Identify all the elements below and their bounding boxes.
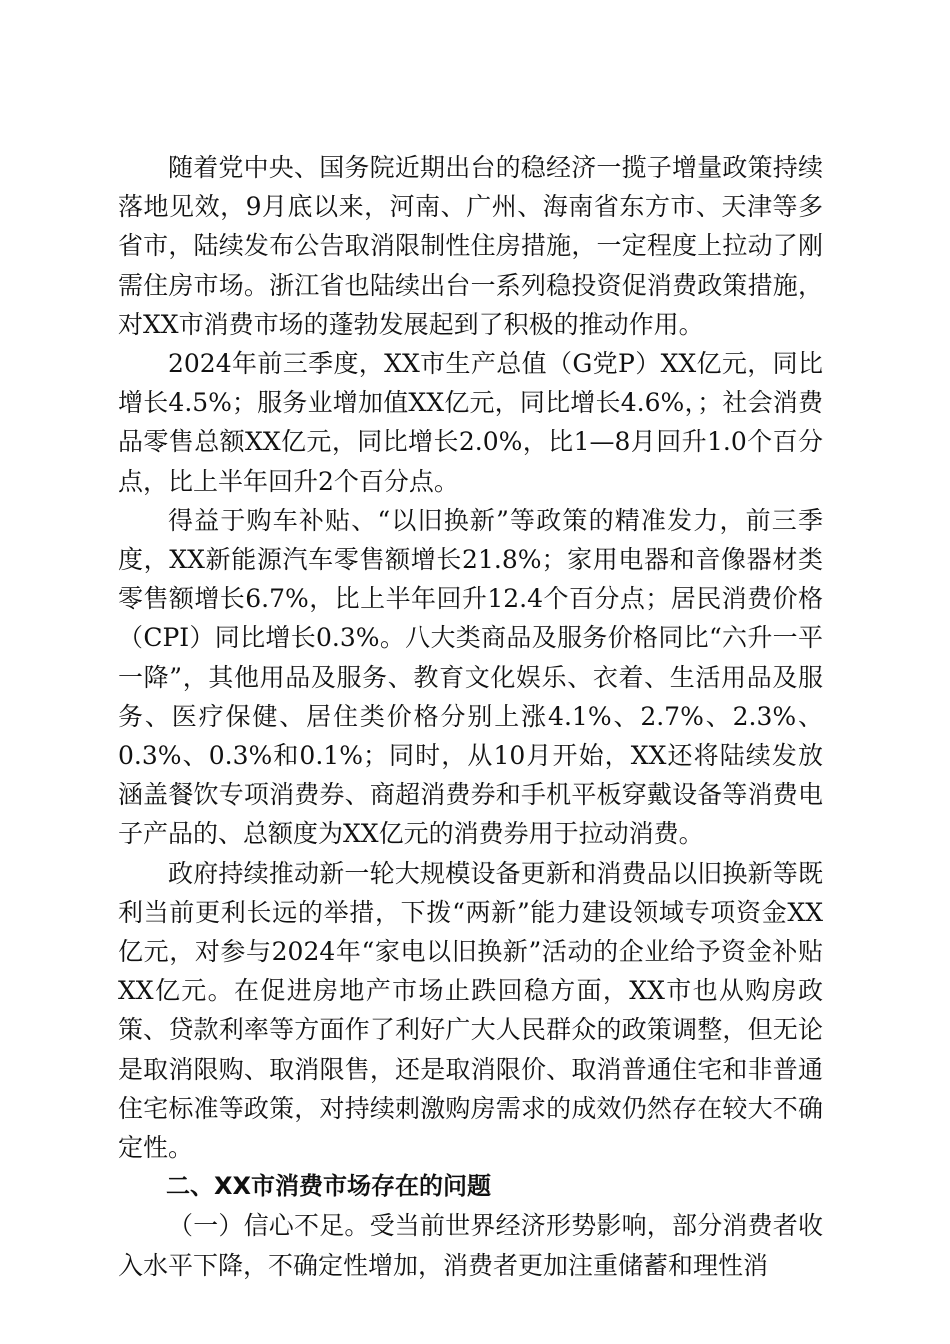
paragraph-confidence-issue: （一）信心不足。受当前世界经济形势影响，部分消费者收入水平下降，不确定性增加，消费者更加注重储蓄和理性消 xyxy=(118,1211,823,1280)
paragraph-consumption-data: 得益于购车补贴、“以旧换新”等政策的精准发力，前三季度，XX新能源汽车零售额增长21.8%；家用电器和音像器材类零售额增长6.7%，比上半年回升12.4个百分点；居民消费价格（CPI）同比增长0.3%。八大类商品及服务价格同比“六升一平一降”，其他用品及服务、教育文化娱乐、衣着、生活用品及服务、医疗保健、居住类价格分别上涨4.1%、2.7%、2.3%、0.3%、0.3%和0.1%；同时，从10月开始，XX还将陆续发放涵盖餐饮专项消费券、商超消费券和手机平板穿戴设备等消费电子产品的、总额度为XX亿元的消费券用于拉动消费。 xyxy=(118,505,823,849)
document-page xyxy=(118,148,823,1285)
paragraph-policy-background: 随着党中央、国务院近期出台的稳经济一揽子增量政策持续落地见效，9月底以来，河南、广州、海南省东方市、天津等多省市，陆续发布公告取消限制性住房措施，一定程度上拉动了刚需住房市场。浙江省也陆续出台一系列稳投资促消费政策措施，对XX市消费市场的蓬勃发展起到了积极的推动作用。 xyxy=(118,153,823,339)
section-heading: 二、XX市消费市场存在的问题 xyxy=(166,1172,492,1201)
paragraph-government-measures: 政府持续推动新一轮大规模设备更新和消费品以旧换新等既利当前更利长远的举措，下拨“两新”能力建设领域专项资金XX亿元，对参与2024年“家电以旧换新”活动的企业给予资金补贴XX亿元。在促进房地产市场止跌回稳方面，XX市也从购房政策、贷款利率等方面作了利好广大人民群众的政策调整，但无论是取消限购、取消限售，还是取消限价、取消普通住宅和非普通住宅标准等政策，对持续刺激购房需求的成效仍然存在较大不确定性。 xyxy=(118,858,823,1163)
paragraph-gdp-statistics: 2024年前三季度，XX市生产总值（G党P）XX亿元，同比增长4.5%；服务业增加值XX亿元，同比增长4.6%，；社会消费品零售总额XX亿元，同比增长2.0%，比1—8月回升1.0个百分点，比上半年回升2个百分点。 xyxy=(118,349,823,496)
